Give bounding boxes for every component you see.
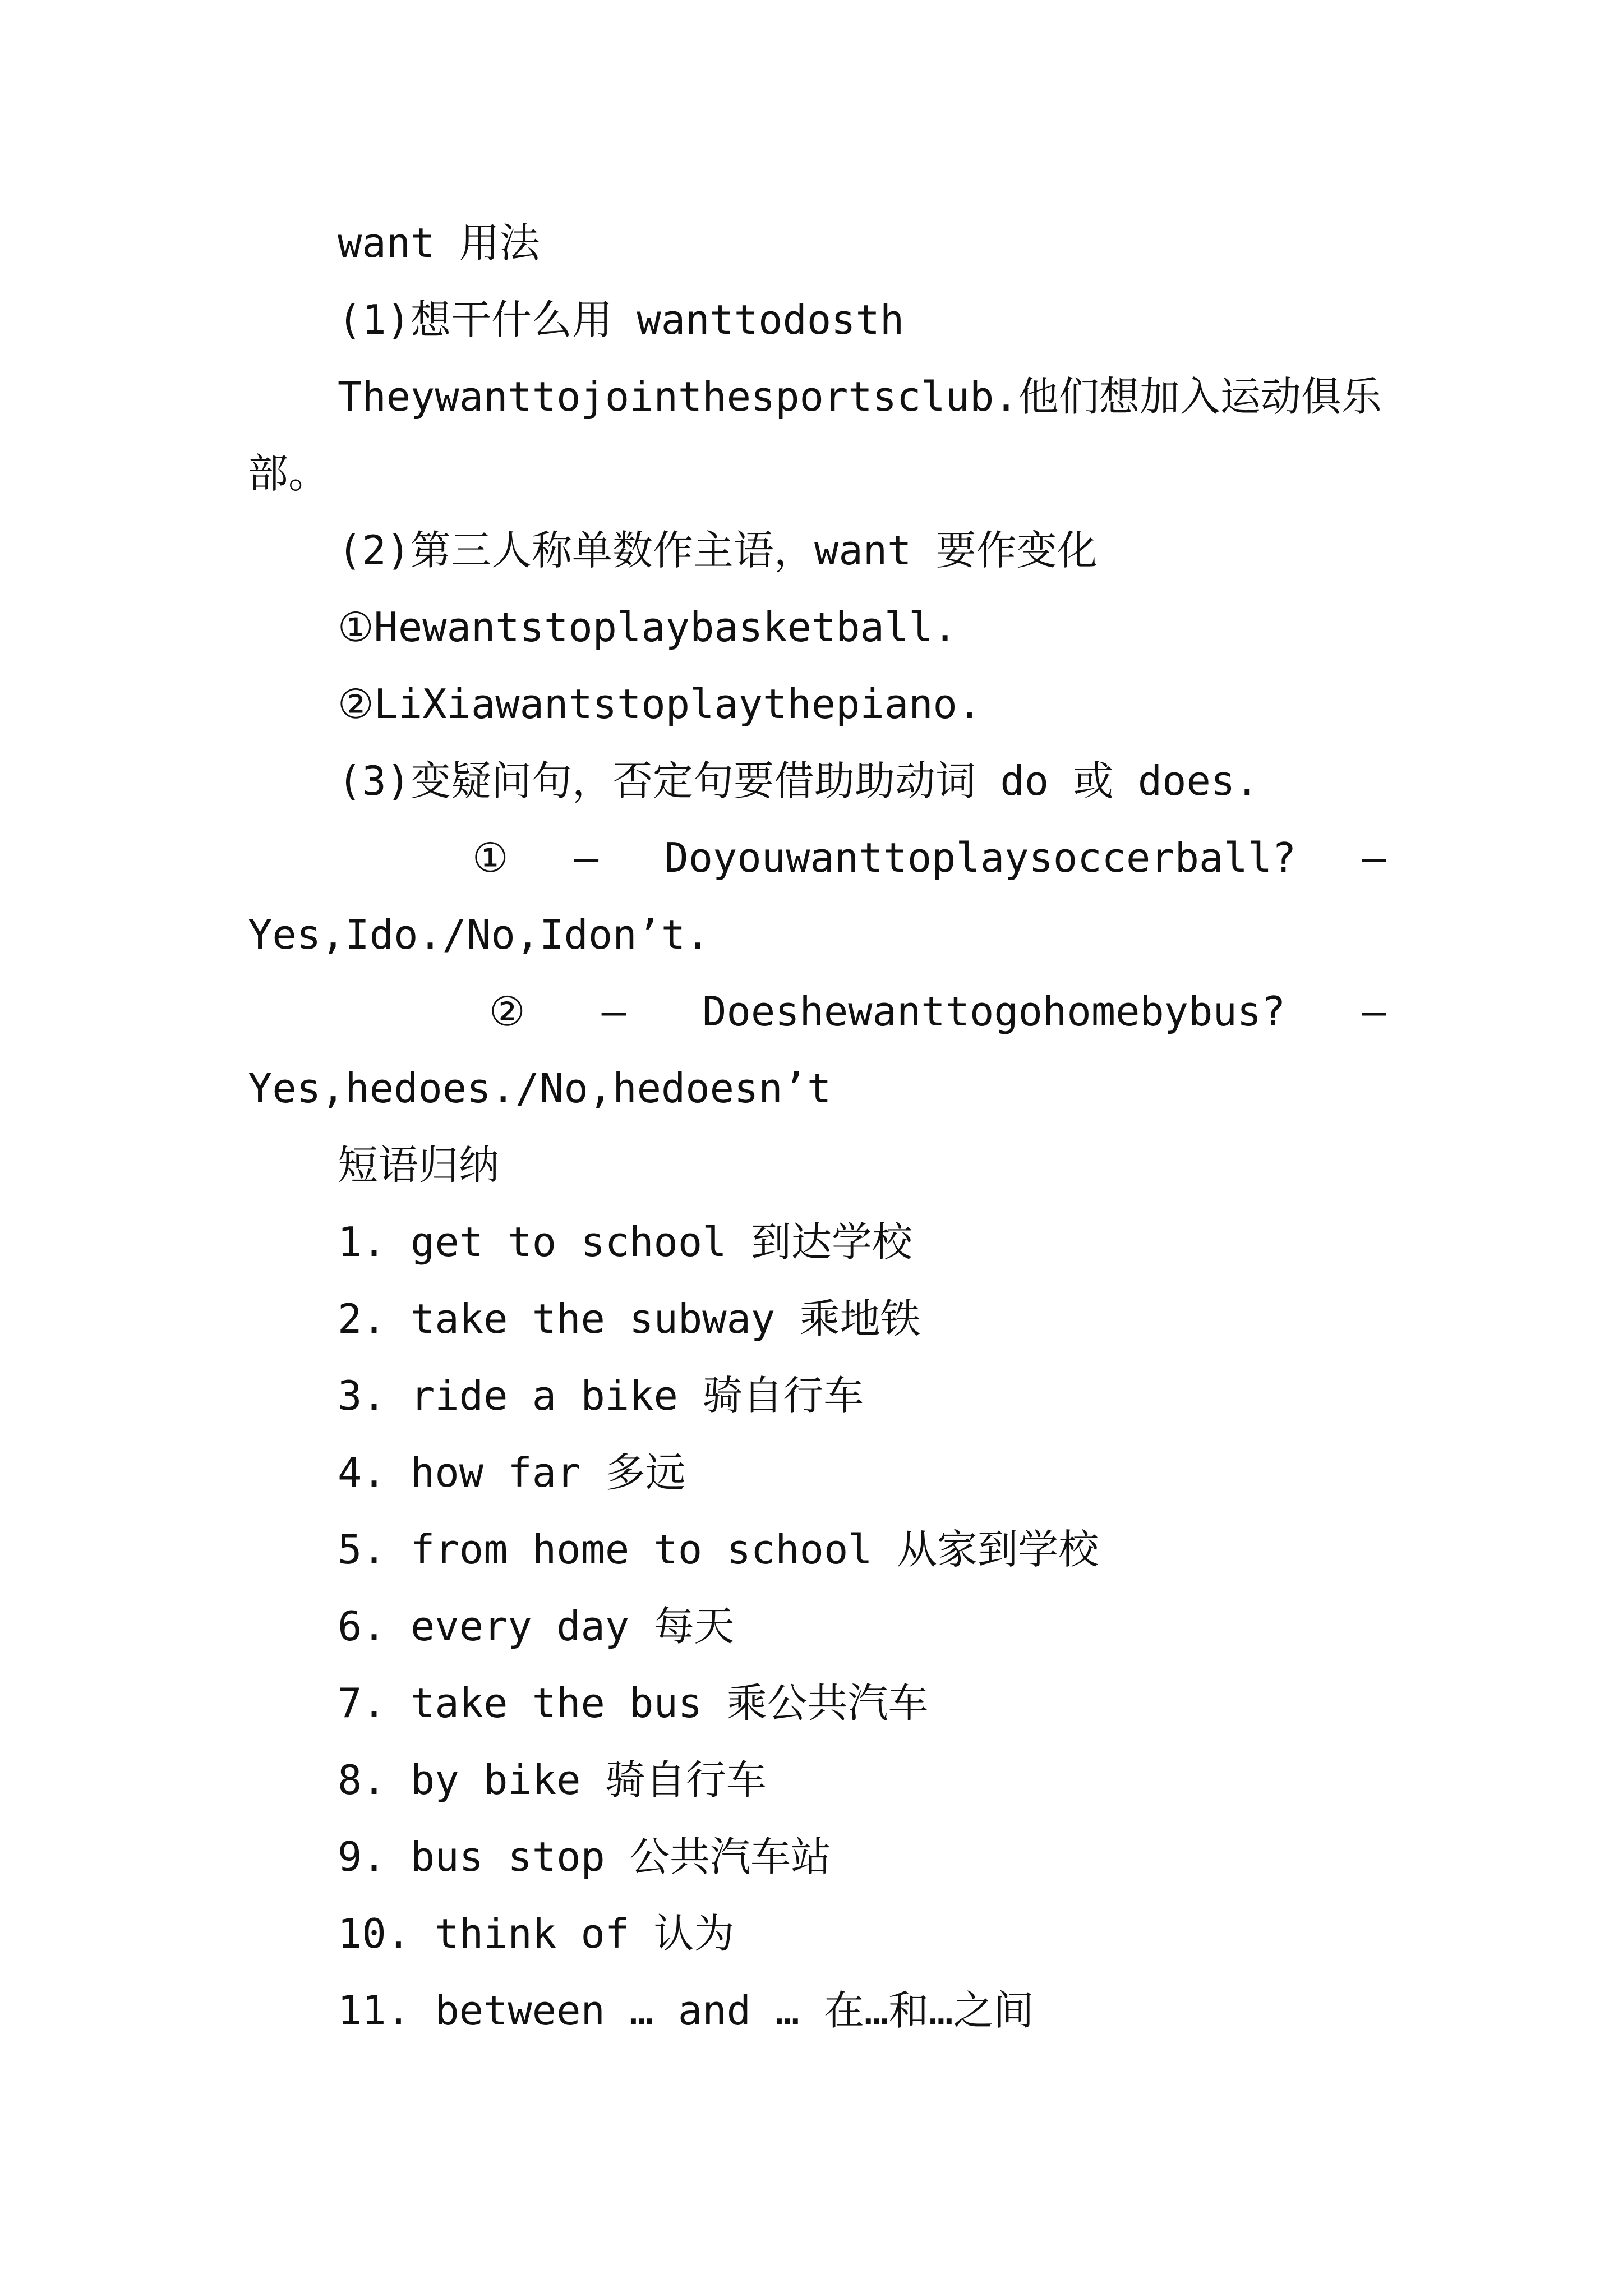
rule-2: (2)第三人称单数作主语，want 要作变化: [338, 527, 1098, 574]
question-1-text: Doyouwanttoplaysoccerball?: [664, 834, 1297, 881]
phrases-heading: 短语归纳: [338, 1142, 500, 1189]
rule-1: (1)想干什么用 wanttodosth: [338, 296, 905, 343]
phrase-item-8: 8. by bike 骑自行车: [338, 1756, 767, 1803]
phrase-item-9: 9. bus stop 公共汽车站: [338, 1833, 832, 1880]
question-1-marker: ①: [472, 834, 509, 881]
phrase-item-1: 1. get to school 到达学校: [338, 1218, 912, 1266]
answer-1-text: Yes,Ido./No,Idon’t.: [248, 911, 710, 958]
phrase-item-4: 4. how far 多远: [338, 1449, 686, 1496]
example-1-line-2: 部。: [248, 450, 329, 497]
answer-1-dash: —: [1362, 834, 1386, 881]
phrase-item-11: 11. between … and … 在…和…之间: [338, 1987, 1034, 2034]
phrase-item-3: 3. ride a bike 骑自行车: [338, 1372, 864, 1419]
example-1-line-1: Theywanttojointhesportsclub.他们想加入运动俱乐: [338, 373, 1382, 420]
question-2-marker: ②: [489, 988, 525, 1035]
phrase-item-5: 5. from home to school 从家到学校: [338, 1526, 1099, 1573]
question-2-text: Doeshewanttogohomebybus?: [702, 988, 1286, 1035]
question-2-row: [248, 973, 1386, 1050]
document-body: [248, 205, 1386, 2049]
example-2b: ②LiXiawantstoplaythepiano.: [338, 680, 982, 728]
rule-3: (3)变疑问句，否定句要借助助动词 do 或 does.: [338, 757, 1260, 804]
phrase-item-10: 10. think of 认为: [338, 1910, 735, 1957]
phrase-item-6: 6. every day 每天: [338, 1603, 735, 1650]
answer-2-dash: —: [1362, 988, 1386, 1035]
phrase-item-7: 7. take the bus 乘公共汽车: [338, 1680, 929, 1727]
question-1-dash: —: [574, 834, 599, 881]
question-1-row: [248, 820, 1386, 896]
question-2-dash: —: [601, 988, 626, 1035]
answer-2-text: Yes,hedoes./No,hedoesn’t: [248, 1065, 832, 1112]
section-heading: want 用法: [338, 219, 540, 266]
example-2a: ①Hewantstoplaybasketball.: [338, 604, 957, 651]
phrase-item-2: 2. take the subway 乘地铁: [338, 1295, 921, 1342]
